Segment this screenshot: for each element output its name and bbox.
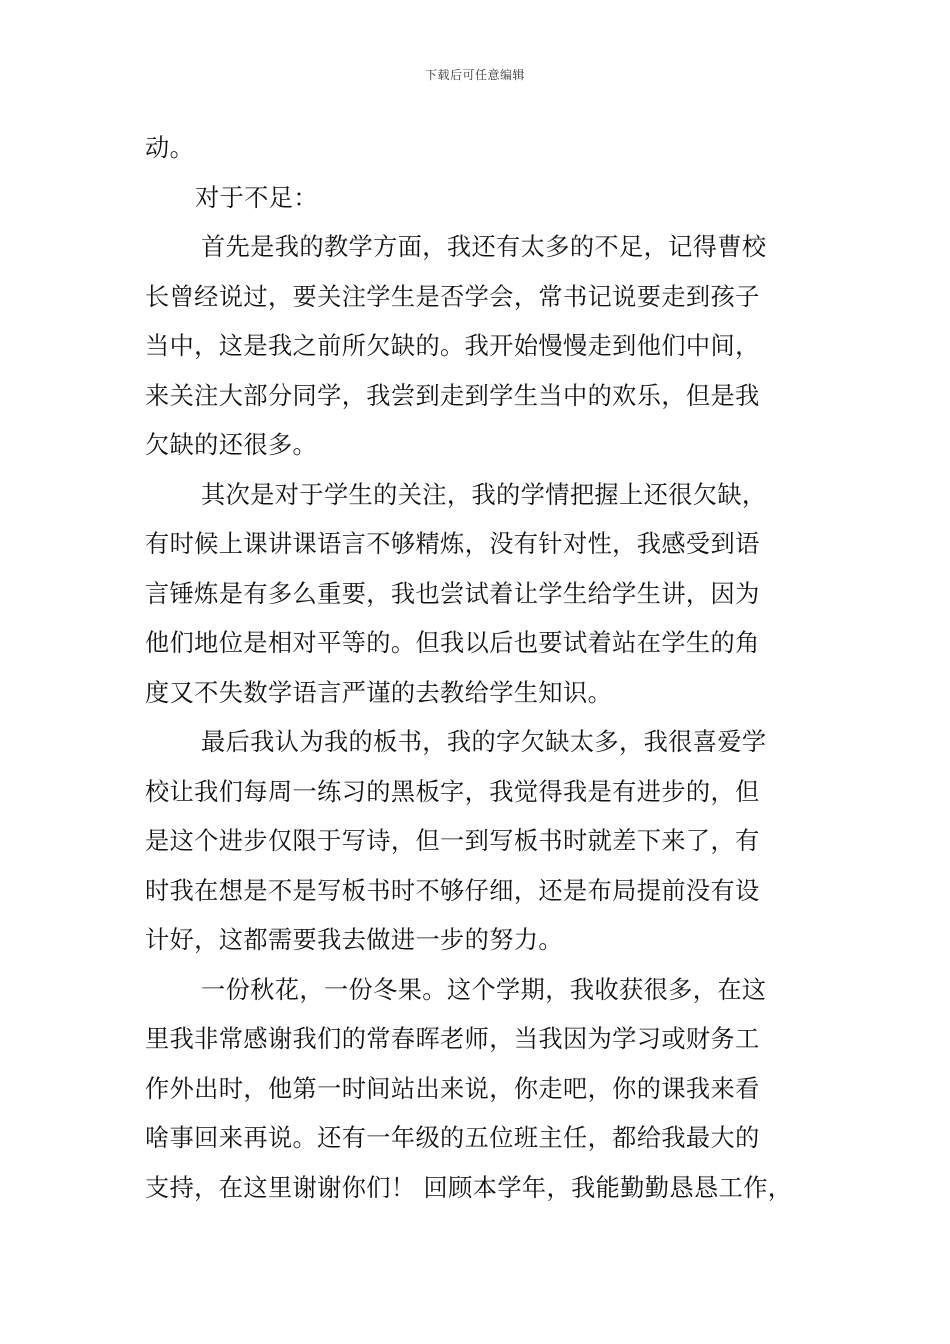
text-line: 当中，这是我之前所欠缺的。我开始慢慢走到他们中间， (145, 332, 760, 360)
text-line: 言锤炼是有多么重要，我也尝试着让学生给学生讲，因为 (145, 579, 760, 608)
text-line: 里我非常感谢我们的常春晖老师，当我因为学习或财务工 (145, 1025, 760, 1053)
text-line: 动。 (145, 134, 195, 162)
text-line: 支持，在这里谢谢你们！ 回顾本学年，我能勤勤恳恳工作， (145, 1173, 793, 1202)
document-body (145, 124, 817, 1213)
text-line: 长曾经说过，要关注学生是否学会，常书记说要走到孩子 (145, 282, 760, 311)
text-line: 欠缺的还很多。 (145, 431, 318, 459)
text-line: 啥事回来再说。还有一年级的五位班主任，都给我最大的 (145, 1124, 760, 1152)
text-line: 作外出时，他第一时间站出来说，你走吧，你的课我来看 (145, 1074, 760, 1103)
text-line: 来关注大部分同学，我尝到走到学生当中的欢乐，但是我 (145, 381, 760, 410)
section-heading: 对于不足： (195, 183, 318, 212)
text-line: 首先是我的教学方面，我还有太多的不足，记得曹校 (201, 233, 767, 261)
text-line: 校让我们每周一练习的黑板字，我觉得我是有进步的，但 (145, 777, 760, 806)
page-header: 下载后可任意编辑 (424, 68, 525, 82)
text-line: 计好，这都需要我去做进一步的努力。 (145, 926, 563, 954)
text-line: 其次是对于学生的关注，我的学情把握上还很欠缺， (201, 480, 767, 509)
text-line: 他们地位是相对平等的。但我以后也要试着站在学生的角 (145, 629, 760, 657)
text-line: 度又不失数学语言严谨的去教给学生知识。 (145, 678, 613, 707)
text-line: 是这个进步仅限于写诗，但一到写板书时就差下来了，有 (145, 827, 760, 855)
text-line: 时我在想是不是写板书时不够仔细，还是布局提前没有设 (145, 876, 760, 905)
text-line: 最后我认为我的板书，我的字欠缺太多，我很喜爱学 (201, 728, 767, 756)
text-line: 有时候上课讲课语言不够精炼，没有针对性，我感受到语 (145, 530, 760, 558)
text-line: 一份秋花，一份冬果。这个学期，我收获很多，在这 (201, 975, 767, 1004)
